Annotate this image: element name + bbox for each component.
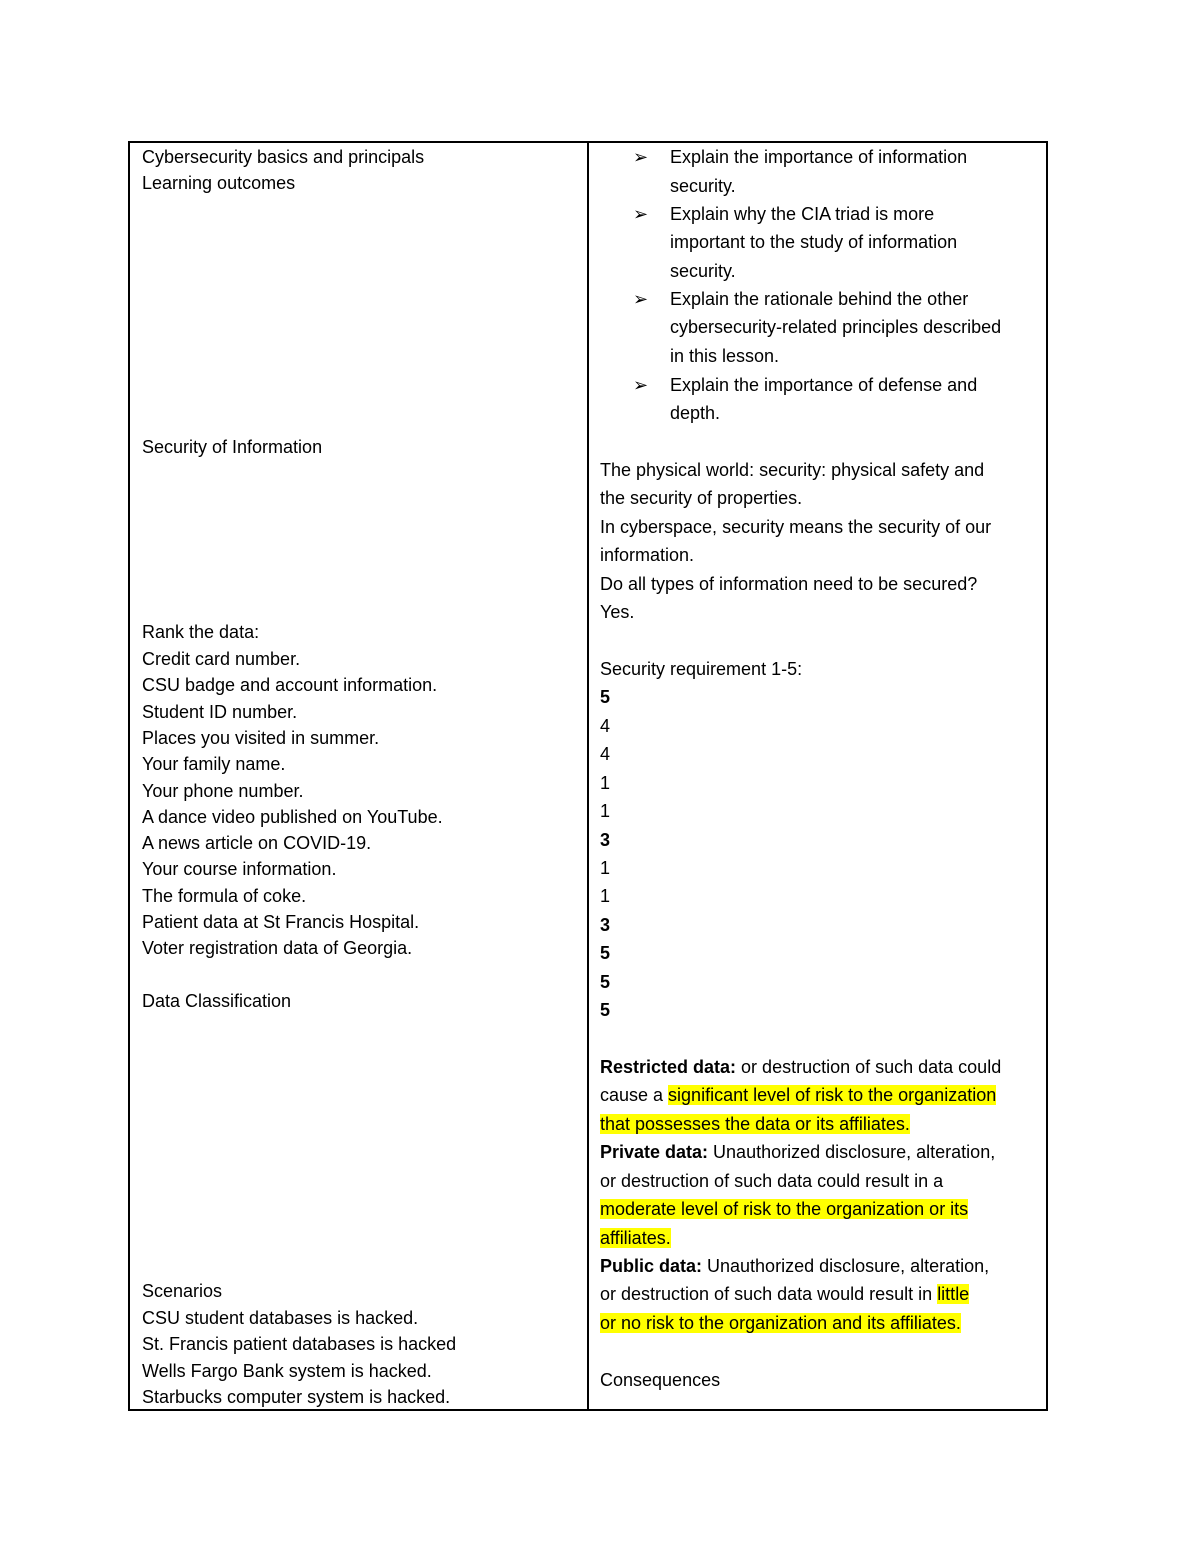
rank-item: Your family name.	[142, 754, 286, 774]
arrow-bullet-icon: ➢	[633, 147, 649, 167]
outcome-line: Explain the importance of information	[670, 147, 968, 167]
requirement-value: 3	[600, 830, 611, 850]
restricted-data-line	[600, 1055, 1001, 1079]
security-text-line: The physical world: security: physical safety and	[600, 460, 985, 480]
public-data-text: Unauthorized disclosure, alteration,	[702, 1256, 990, 1276]
public-data-text: or destruction of such data would result in	[600, 1284, 938, 1304]
outcome-line: security.	[670, 261, 736, 281]
requirement-value: 1	[600, 801, 611, 821]
private-data-line: or destruction of such data could result in a	[600, 1171, 944, 1191]
restricted-data-line	[600, 1083, 996, 1107]
outcome-line: cybersecurity-related principles described	[670, 317, 1002, 337]
outcome-line: important to the study of information	[670, 232, 958, 252]
consequences-label: Consequences	[600, 1370, 721, 1390]
restricted-data-line	[600, 1112, 910, 1136]
arrow-bullet-icon: ➢	[633, 204, 649, 224]
rank-item: A news article on COVID-19.	[142, 833, 372, 853]
restricted-data-text: cause a	[600, 1085, 669, 1105]
outcome-line: Explain why the CIA triad is more	[670, 204, 935, 224]
security-text-line: In cyberspace, security means the security of our	[600, 517, 992, 537]
restricted-data-term: Restricted data:	[600, 1057, 737, 1077]
public-data-term: Public data:	[600, 1256, 703, 1276]
private-data-text: Unauthorized disclosure, alteration,	[708, 1142, 996, 1162]
security-text-line: Yes.	[600, 602, 635, 622]
requirement-value: 5	[600, 687, 611, 707]
rank-item: Student ID number.	[142, 702, 298, 722]
outcome-line: in this lesson.	[670, 346, 780, 366]
restricted-data-highlight: significant level of risk to the organization	[668, 1085, 997, 1105]
restricted-data-text: or destruction of such data could	[736, 1057, 1002, 1077]
requirement-value: 3	[600, 915, 611, 935]
private-data-line	[600, 1197, 968, 1221]
requirement-value: 1	[600, 886, 611, 906]
private-data-term: Private data:	[600, 1142, 709, 1162]
restricted-data-highlight: that possesses the data or its affiliates.	[600, 1114, 910, 1134]
requirement-value: 5	[600, 1000, 611, 1020]
rank-item: A dance video published on YouTube.	[142, 807, 443, 827]
outcome-line: Explain the rationale behind the other	[670, 289, 969, 309]
public-data-highlight: little	[937, 1284, 970, 1304]
requirement-value: 4	[600, 744, 611, 764]
security-text-line: information.	[600, 545, 695, 565]
outcome-line: Explain the importance of defense and	[670, 375, 978, 395]
learning-outcomes-label: Learning outcomes	[142, 173, 296, 193]
outcome-line: depth.	[670, 403, 721, 423]
public-data-line	[600, 1254, 989, 1278]
rank-item: Your course information.	[142, 859, 337, 879]
scenario-item: St. Francis patient databases is hacked	[142, 1334, 457, 1354]
private-data-highlight: affiliates.	[600, 1228, 671, 1248]
rank-item: Your phone number.	[142, 781, 304, 801]
public-data-line	[600, 1311, 961, 1335]
data-classification-label: Data Classification	[142, 991, 292, 1011]
arrow-bullet-icon: ➢	[633, 375, 649, 395]
rank-item: Places you visited in summer.	[142, 728, 380, 748]
document-title: Cybersecurity basics and principals	[142, 147, 425, 167]
requirement-value: 5	[600, 972, 611, 992]
rank-item: Credit card number.	[142, 649, 301, 669]
rank-item: Patient data at St Francis Hospital.	[142, 912, 420, 932]
security-text-line: the security of properties.	[600, 488, 803, 508]
rank-label: Rank the data:	[142, 622, 260, 642]
scenario-item: CSU student databases is hacked.	[142, 1308, 419, 1328]
requirement-value: 1	[600, 858, 611, 878]
column-divider	[587, 141, 589, 1411]
rank-item: CSU badge and account information.	[142, 675, 438, 695]
public-data-line	[600, 1282, 969, 1306]
scenario-item: Wells Fargo Bank system is hacked.	[142, 1361, 432, 1381]
requirement-label: Security requirement 1-5:	[600, 659, 803, 679]
outcome-line: security.	[670, 176, 736, 196]
scenarios-label: Scenarios	[142, 1281, 223, 1301]
public-data-highlight: or no risk to the organization and its affiliates.	[600, 1313, 961, 1333]
private-data-line	[600, 1140, 995, 1164]
arrow-bullet-icon: ➢	[633, 289, 649, 309]
security-text-line: Do all types of information need to be secured?	[600, 574, 978, 594]
requirement-value: 5	[600, 943, 611, 963]
private-data-highlight: moderate level of risk to the organization or its	[600, 1199, 969, 1219]
rank-item: Voter registration data of Georgia.	[142, 938, 413, 958]
private-data-line	[600, 1226, 671, 1250]
rank-item: The formula of coke.	[142, 886, 307, 906]
security-of-information-label: Security of Information	[142, 437, 323, 457]
scenario-item: Starbucks computer system is hacked.	[142, 1387, 451, 1407]
requirement-value: 4	[600, 716, 611, 736]
requirement-value: 1	[600, 773, 611, 793]
